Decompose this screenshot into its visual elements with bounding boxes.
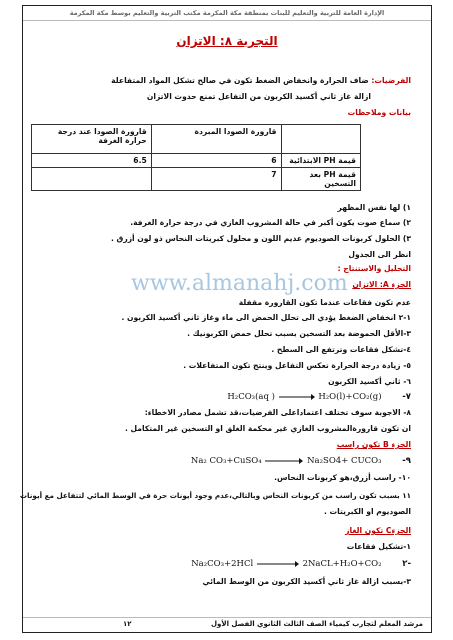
page-footer	[23, 617, 431, 630]
analysis-label: التحليل والاستنتاج :	[337, 264, 411, 273]
hypothesis-text-1: ضاف الحرارة وانخفاض الضغط تكون في صالح تشكل المواد المتفاعلة	[111, 76, 369, 85]
part-a-line-1: عدم تكون فقاعات عندما تكون القارورة مقفلة	[238, 298, 411, 307]
equation-1-right: H₂O(l)+CO₂(g)	[318, 392, 382, 402]
observation-2: ٢) سماع صوت يكون أكبر في حالة المشروب الغازي في درجة حرارة الغرفة.	[130, 218, 411, 227]
part-a-line-8b: ان تكون قارورةالمشروب الغازي غير محكمة الغلق او التسخين غير المتكامل .	[125, 424, 411, 433]
footer-text: مرشد المعلم لتجارب كيمياء الصف الثالث الثانوي الفصل الأول	[210, 620, 423, 628]
part-a-line-2: ١-٢ انخفاض الضغط يؤدي الى تحلل الحمض الى ماء وغاز ثاني أكسيد الكربون .	[121, 313, 411, 322]
hypothesis-text-2: ازالة غاز ثاني أكسيد الكربون من التفاعل تمنع حدوث الاتزان	[146, 92, 371, 101]
part-b-line-11: ١١ بسبب تكون راسب من كربونات النحاس وبالتالي،عدم وجود أيونات حرة في الوسط المائي لتتفاعل مع أيونات	[19, 491, 411, 500]
table-cell	[281, 125, 360, 154]
table-header-row	[32, 125, 361, 154]
observation-1: ١) لها نفس المظهر	[337, 203, 411, 212]
table-header-cell: قارورة الصودا عند درجة حرارة الغرفة	[32, 125, 152, 154]
ph-table	[31, 124, 361, 191]
document-page	[19, 5, 432, 633]
reaction-arrow-icon	[264, 457, 304, 465]
part-b-label: الجزء B تكون راسب	[336, 440, 411, 449]
equation-2	[191, 456, 411, 466]
equation-1-number: -٧	[402, 392, 411, 402]
table-cell: قيمة PH الابتدائية	[281, 154, 360, 168]
table-row	[32, 154, 361, 168]
table-header-cell: قارورة الصودا المبردة	[151, 125, 281, 154]
part-c-line-3: ٣-بسبب ازالة غاز ثاني أكسيد الكربون من الوسط المائي	[202, 577, 411, 586]
reaction-arrow-icon	[256, 560, 300, 568]
table-row	[32, 168, 361, 191]
table-cell: قيمة PH بعد التسخين	[281, 168, 360, 191]
part-a-line-3: ٣-الأقل الحموضة بعد التسخين بسبب تحلل حمض الكربونيك .	[187, 329, 411, 338]
part-b-line-10: ١٠- راسب أزرق،هو كربونات النحاس.	[274, 473, 411, 482]
part-a-line-5: ٥- زيادة درجة الحرارة تعكس التفاعل وينتج تكون المتفاعلات .	[183, 361, 411, 370]
page-title: التجربة ٨: الاتزان	[176, 34, 278, 48]
part-a-label: الجزء A: الاتزان	[352, 280, 411, 289]
table-cell	[32, 168, 152, 191]
page-number: ١٢	[123, 620, 132, 628]
equation-3	[191, 559, 411, 569]
part-a-line-4: ٤-تشكل فقاعات وترتفع الى السطح .	[271, 345, 411, 354]
table-cell: 6	[151, 154, 281, 168]
equation-3-number: ٢-	[402, 559, 411, 569]
observation-4: انظر الى الجدول	[348, 250, 411, 259]
equation-1-left: H₂CO₃(aq )	[227, 392, 275, 402]
data-section-label: بيانات وملاحظات	[347, 108, 411, 117]
part-a-line-8: ٨- الاجوبة سوف تختلف اعتماداعلى الفرضيات،قد تشمل مصادر الاخطاء:	[144, 408, 411, 417]
equation-2-left: Na₂ CO₃+CuSO₄	[190, 456, 262, 466]
equation-2-number: -٩	[402, 456, 411, 466]
part-c-label: الجزءC تكون الغاز	[345, 526, 411, 535]
equation-3-right: 2NaCL+H₂O+CO₂	[302, 559, 382, 569]
part-c-line-1: ١-تشكيل فقاعات	[346, 542, 411, 551]
part-a-line-6: ٦- ثاني أكسيد الكربون	[328, 377, 411, 386]
equation-2-right: Na₂SO4+ CUCO₃	[307, 456, 382, 466]
equation-3-left: Na₂CO₃+2HCl	[191, 559, 254, 569]
part-b-line-11b: الصوديوم او الكبريتات .	[323, 507, 411, 516]
reaction-arrow-icon	[278, 393, 316, 401]
equation-1	[227, 392, 411, 402]
hypothesis-label: الفرضيات:	[371, 76, 411, 85]
hypothesis-line-1	[29, 76, 411, 85]
table-cell: 6.5	[32, 154, 152, 168]
page-header: الإدارة العامة للتربية والتعليم للبنات بمنطقة مكة المكرمة مكتب التربية والتعليم بوسط مكة المكرمة	[23, 6, 431, 21]
table-cell: 7	[151, 168, 281, 191]
observation-3: ٣) الحلول كربونات الصوديوم عديم اللون و محلول كبريتات النحاس ذو لون أزرق .	[111, 234, 411, 243]
watermark: www.almanahj.com	[131, 271, 348, 296]
